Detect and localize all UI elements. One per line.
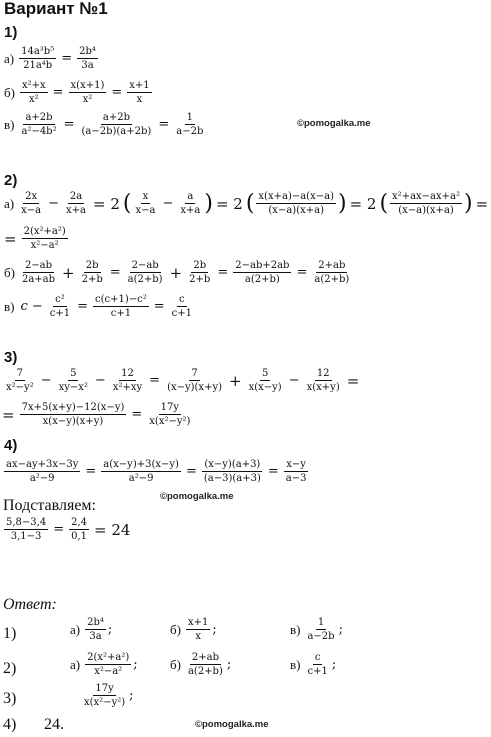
label: а) bbox=[4, 50, 15, 66]
s3-line-2: = $\frac{7x+5(x+y)-12(x-y)}{x(x-y)(x+y)}$ = $\frac{17y}{\text{x(x²−y²)}}$ bbox=[2, 402, 191, 427]
section-2-header: 2) bbox=[4, 172, 18, 189]
answer-4-value: 24. bbox=[44, 716, 64, 733]
answer-1b: б) $\frac{x+1}{x}$ ; bbox=[170, 617, 217, 642]
section-3-header: 3) bbox=[4, 349, 18, 366]
section-4-header: 4) bbox=[4, 437, 18, 454]
s3-line-1: $\frac{7}{\text{x²−y²}}$ − $\frac{5}{\text{xy−x²}}$ − $\frac{12}{\text{x²+xy}}$ = $\frac{7}{(x-y)(x+y)}$ + $\frac{5}{x(x-y)}$ − $\frac{12}{x(x+y)}$ = bbox=[6, 368, 360, 393]
watermark: ©pomogalka.me bbox=[160, 491, 234, 502]
s2-line-a1: а) $\frac{2x}{x-a}$ − $\frac{2a}{x+a}$ = 2 ( $\frac{x}{x-a}$ − $\frac{a}{x+a}$ ) = 2 ( $\frac{x(x+a)-a(x-a)}{(x-a)(x+a)}$ ) = 2 ( $\frac{\text{x²+ax−ax+a²}}{(x-a)(x+a)}$ ) = bbox=[4, 190, 489, 216]
fraction: $\frac{\text{x²+x}}{\text{x²}}$ bbox=[21, 80, 46, 105]
answer-2b: б) $\frac{2+ab}{a(2+b)}$ ; bbox=[170, 652, 232, 677]
answer-row-3-number: 3) bbox=[3, 690, 17, 707]
answer-3: $\frac{17y}{\text{x(x²−y²)}}$ ; bbox=[84, 683, 134, 708]
s1-line-b: б) $\frac{\text{x²+x}}{\text{x²}}$ = $\frac{x(x+1)}{\text{x²}}$ = $\frac{x+1}{x}$ bbox=[4, 80, 150, 105]
s2-line-c: в) c − $\frac{\text{c²}}{c+1}$ = $\frac{\text{c(c+1)−c²}}{c+1}$ = $\frac{c}{c+1}$ bbox=[4, 294, 193, 319]
answer-row-2-number: 2) bbox=[3, 660, 17, 677]
substitute-label: Подставляем: bbox=[3, 497, 96, 514]
fraction: $\frac{x(x+1)}{\text{x²}}$ bbox=[70, 80, 105, 105]
answer-2c: в) $\frac{c}{c+1}$ ; bbox=[290, 652, 337, 677]
watermark: ©pomogalka.me bbox=[195, 719, 269, 730]
fraction: $\frac{x+1}{x}$ bbox=[129, 80, 150, 105]
answer-2a: а) $\frac{\text{2(x²+a²)}}{\text{x²−a²}}$ ; bbox=[70, 652, 138, 677]
answer-1c: в) $\frac{1}{a-2b}$ ; bbox=[290, 617, 343, 642]
section-1-header: 1) bbox=[4, 24, 18, 41]
fraction: $\frac{a+2b}{(a-2b)(a+2b)}$ bbox=[81, 112, 152, 137]
page-title: Вариант №1 bbox=[4, 0, 108, 18]
answer-1a: а) $\frac{\text{2b⁴}}{3a}$ ; bbox=[70, 617, 113, 642]
s2-line-a2: = $\frac{\text{2(x²+a²)}}{\text{x²−a²}}$ bbox=[4, 226, 66, 251]
fraction: $\frac{\text{2b⁴}}{3a}$ bbox=[79, 46, 96, 71]
s4-line-2: $\frac{5,8-3,4}{3,1-3}$ = $\frac{2,4}{0,1}$ = 24 bbox=[6, 517, 131, 542]
fraction: $\frac{\text{14a³b⁵}}{\text{21a⁴b}}$ bbox=[21, 46, 55, 71]
fraction: $\frac{1}{a-2b}$ bbox=[176, 112, 204, 137]
answer-row-4-number: 4) bbox=[3, 716, 17, 733]
s1-line-c: в) $\frac{a+2b}{\text{a²−4b²}}$ = $\frac{a+2b}{(a-2b)(a+2b)}$ = $\frac{1}{a-2b}$ bbox=[4, 112, 204, 137]
answer-header: Ответ: bbox=[3, 596, 57, 613]
s2-line-b: б) $\frac{2-ab}{2a+ab}$ + $\frac{2b}{2+b}$ = $\frac{2-ab}{a(2+b)}$ + $\frac{2b}{2+b}$ = $\frac{2-ab+2ab}{a(2+b)}$ = $\frac{2+ab}{a(2+b)}$ bbox=[4, 260, 350, 285]
fraction: $\frac{a+2b}{\text{a²−4b²}}$ bbox=[21, 112, 57, 137]
s4-line-1: $\frac{ax-ay+3x-3y}{\text{a²−9}}$ = $\frac{a(x-y)+3(x-y)}{\text{a²−9}}$ = $\frac{(x-y)(a+3)}{(a-3)(a+3)}$ = $\frac{x-y}{a-3}$ bbox=[6, 459, 307, 484]
watermark: ©pomogalka.me bbox=[297, 118, 371, 129]
s1-line-a: а) $\frac{\text{14a³b⁵}}{\text{21a⁴b}}$ = $\frac{\text{2b⁴}}{3a}$ bbox=[4, 46, 96, 71]
answer-row-1-number: 1) bbox=[3, 625, 17, 642]
